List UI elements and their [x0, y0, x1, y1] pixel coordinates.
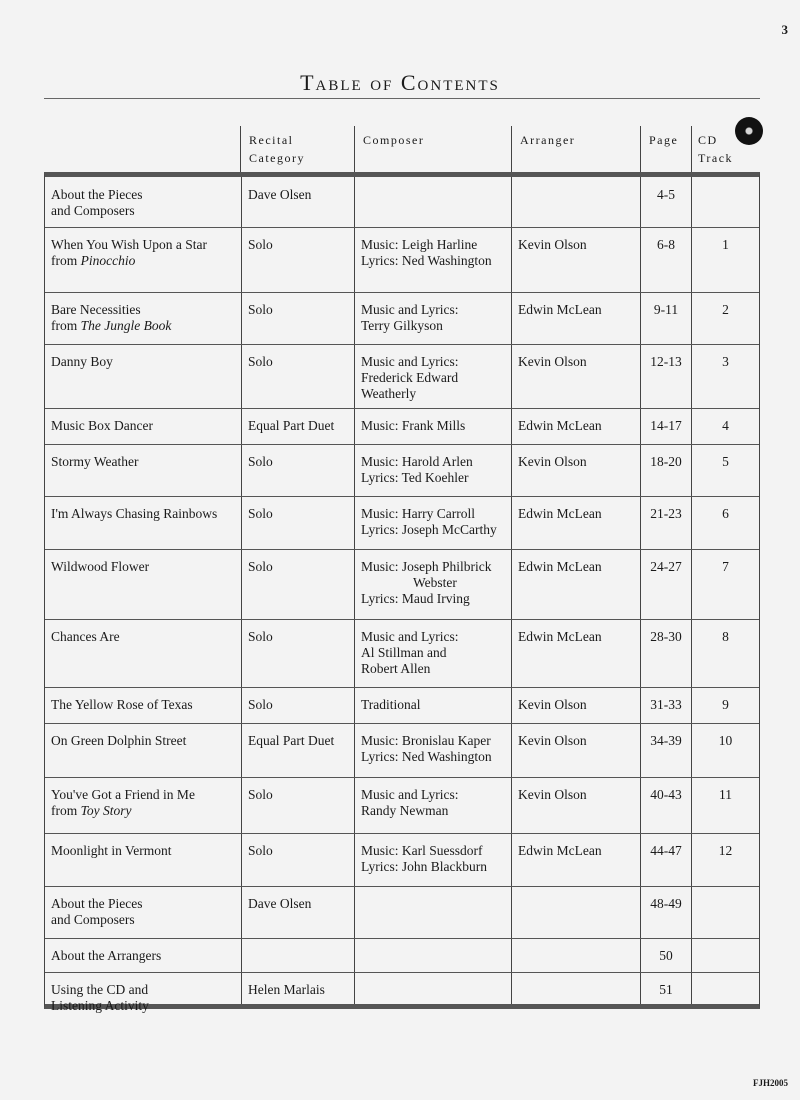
row-composer-line: Frederick Edward	[361, 370, 459, 385]
row-page: 18-20	[650, 454, 682, 469]
row-arranger: Kevin Olson	[518, 454, 587, 469]
cd-disc-icon	[735, 117, 763, 145]
row-page: 48-49	[650, 896, 682, 911]
publisher-code: FJH2005	[753, 1078, 788, 1088]
row-title-line: You've Got a Friend in Me	[51, 787, 195, 802]
row-composer-line: Weatherly	[361, 386, 417, 401]
row-category: Solo	[248, 787, 273, 802]
row-page: 9-11	[653, 302, 679, 317]
row-category: Solo	[248, 302, 273, 317]
row-title-line: and Composers	[51, 203, 135, 218]
row-title-line: Chances Are	[51, 629, 120, 644]
row-title-line: Stormy Weather	[51, 454, 139, 469]
row-composer-line: Randy Newman	[361, 803, 449, 818]
table-row	[45, 687, 759, 724]
row-composer-line: Music: Harry Carroll	[361, 506, 475, 521]
row-arranger: Edwin McLean	[518, 506, 602, 521]
row-title-line: About the Pieces	[51, 896, 143, 911]
row-composer-line: Al Stillman and	[361, 645, 447, 660]
row-title-line: from Pinocchio	[51, 253, 136, 268]
row-composer-line: Lyrics: Ted Koehler	[361, 470, 469, 485]
row-category: Solo	[248, 354, 273, 369]
row-page: 28-30	[650, 629, 682, 644]
row-title	[45, 559, 241, 575]
row-composer-line: Lyrics: Joseph McCarthy	[361, 522, 497, 537]
table-row	[45, 292, 759, 345]
row-page: 14-17	[650, 418, 682, 433]
row-page: 34-39	[650, 733, 682, 748]
row-cd-track: 5	[722, 454, 729, 469]
row-composer	[355, 697, 511, 713]
row-arranger: Kevin Olson	[518, 787, 587, 802]
table-row	[45, 938, 759, 973]
row-page: 51	[659, 982, 673, 997]
title-divider	[44, 98, 760, 99]
row-category: Solo	[248, 454, 273, 469]
contents-table	[44, 172, 760, 1013]
header-cd-line-1: CD	[698, 133, 718, 147]
row-title	[45, 982, 241, 1014]
row-page: 4-5	[657, 187, 675, 202]
table-row	[45, 496, 759, 550]
header-composer	[354, 126, 511, 172]
row-title	[45, 697, 241, 713]
row-title-line: On Green Dolphin Street	[51, 733, 187, 748]
row-title-line: When You Wish Upon a Star	[51, 237, 207, 252]
table-row	[45, 344, 759, 409]
row-title	[45, 733, 241, 749]
row-composer	[355, 733, 511, 765]
row-composer-line: Music: Karl Suessdorf	[361, 843, 483, 858]
header-arranger-label: Arranger	[520, 133, 576, 147]
row-category: Dave Olsen	[248, 187, 312, 202]
row-title-line: and Composers	[51, 912, 135, 927]
row-composer-line: Terry Gilkyson	[361, 318, 443, 333]
row-cd-track: 3	[722, 354, 729, 369]
row-category: Solo	[248, 843, 273, 858]
row-category: Solo	[248, 506, 273, 521]
row-title-line: I'm Always Chasing Rainbows	[51, 506, 218, 521]
header-category-line-2: Category	[249, 151, 305, 165]
row-title	[45, 302, 241, 334]
row-composer-line: Webster	[413, 575, 457, 590]
row-title	[45, 843, 241, 859]
row-composer-line: Music and Lyrics:	[361, 354, 459, 369]
row-title-line: from The Jungle Book	[51, 318, 172, 333]
row-cd-track: 4	[722, 418, 729, 433]
row-page: 12-13	[650, 354, 682, 369]
row-arranger: Edwin McLean	[518, 843, 602, 858]
row-composer	[355, 629, 511, 677]
row-composer-line: Music and Lyrics:	[361, 629, 459, 644]
row-title-line: Listening Activity	[51, 998, 149, 1013]
row-cd-track: 9	[722, 697, 729, 712]
table-row	[45, 886, 759, 939]
row-cd-track: 1	[722, 237, 729, 252]
row-page: 40-43	[650, 787, 682, 802]
row-composer	[355, 418, 511, 434]
row-page: 31-33	[650, 697, 682, 712]
row-category: Equal Part Duet	[248, 733, 335, 748]
header-recital-category	[240, 126, 354, 172]
table-row	[45, 444, 759, 497]
row-title	[45, 187, 241, 219]
table-row	[45, 549, 759, 620]
row-composer	[355, 302, 511, 334]
row-title-line: About the Pieces	[51, 187, 143, 202]
row-composer-line: Music: Leigh Harline	[361, 237, 478, 252]
row-title	[45, 418, 241, 434]
row-arranger: Edwin McLean	[518, 302, 602, 317]
row-title-line: Bare Necessities	[51, 302, 141, 317]
row-arranger: Kevin Olson	[518, 733, 587, 748]
row-composer-line: Lyrics: Maud Irving	[361, 591, 470, 606]
row-page: 24-27	[650, 559, 682, 574]
header-composer-label: Composer	[363, 133, 425, 147]
row-arranger: Edwin McLean	[518, 629, 602, 644]
header-page	[640, 126, 691, 172]
row-category: Solo	[248, 559, 273, 574]
header-arranger	[511, 126, 640, 172]
row-arranger: Edwin McLean	[518, 418, 602, 433]
row-arranger: Kevin Olson	[518, 354, 587, 369]
row-composer	[355, 354, 511, 402]
row-arranger: Kevin Olson	[518, 697, 587, 712]
table-row	[45, 972, 759, 1021]
row-category: Dave Olsen	[248, 896, 312, 911]
row-cd-track: 6	[722, 506, 729, 521]
row-cd-track: 2	[722, 302, 729, 317]
row-composer-line: Lyrics: Ned Washington	[361, 253, 492, 268]
table-row	[45, 777, 759, 834]
row-cd-track: 7	[722, 559, 729, 574]
row-composer	[355, 843, 511, 875]
row-category: Solo	[248, 237, 273, 252]
row-title-line: The Yellow Rose of Texas	[51, 697, 193, 712]
row-arranger: Edwin McLean	[518, 559, 602, 574]
row-title-line: About the Arrangers	[51, 948, 162, 963]
row-composer	[355, 559, 511, 607]
row-composer-line: Lyrics: John Blackburn	[361, 859, 487, 874]
row-page: 21-23	[650, 506, 682, 521]
row-category: Solo	[248, 697, 273, 712]
row-title	[45, 787, 241, 819]
row-arranger: Kevin Olson	[518, 237, 587, 252]
row-composer	[355, 454, 511, 486]
table-row	[45, 408, 759, 445]
row-cd-track: 10	[718, 733, 733, 748]
table-row	[45, 723, 759, 778]
row-title-line: Wildwood Flower	[51, 559, 150, 574]
row-title	[45, 629, 241, 645]
page-title: Table of Contents	[300, 70, 500, 95]
page-number: 3	[781, 22, 788, 37]
row-category: Equal Part Duet	[248, 418, 335, 433]
table-row	[45, 619, 759, 688]
row-page: 50	[659, 948, 673, 963]
row-title-line: Using the CD and	[51, 982, 149, 997]
row-composer-line: Music: Joseph Philbrick	[361, 559, 492, 574]
row-composer	[355, 787, 511, 819]
row-title	[45, 948, 241, 964]
row-title-line: Danny Boy	[51, 354, 113, 369]
row-title	[45, 454, 241, 470]
row-composer-line: Traditional	[361, 697, 421, 712]
row-composer-line: Music and Lyrics:	[361, 787, 459, 802]
row-page: 44-47	[650, 843, 682, 858]
row-title-line: Moonlight in Vermont	[51, 843, 172, 858]
row-title-line: Music Box Dancer	[51, 418, 153, 433]
row-cd-track: 12	[718, 843, 733, 858]
row-title	[45, 354, 241, 370]
row-cd-track: 8	[722, 629, 729, 644]
table-header	[44, 126, 760, 172]
row-composer	[355, 237, 511, 269]
header-category-line-1: Recital	[249, 133, 294, 147]
row-title	[45, 896, 241, 928]
table-row	[45, 227, 759, 293]
row-title	[45, 237, 241, 269]
row-composer-line: Music: Harold Arlen	[361, 454, 473, 469]
header-page-label: Page	[649, 133, 679, 147]
row-title	[45, 506, 241, 522]
row-composer-line: Lyrics: Ned Washington	[361, 749, 492, 764]
row-composer-line: Music and Lyrics:	[361, 302, 459, 317]
row-category: Helen Marlais	[248, 982, 325, 997]
row-composer-line: Music: Frank Mills	[361, 418, 466, 433]
header-cd-line-2: Track	[698, 151, 734, 165]
row-page: 6-8	[657, 237, 675, 252]
table-row	[45, 177, 759, 228]
table-row	[45, 833, 759, 887]
row-cd-track: 11	[719, 787, 732, 802]
row-composer-line: Music: Bronislau Kaper	[361, 733, 491, 748]
row-category: Solo	[248, 629, 273, 644]
row-composer	[355, 506, 511, 538]
row-composer-line: Robert Allen	[361, 661, 431, 676]
row-title-line: from Toy Story	[51, 803, 132, 818]
